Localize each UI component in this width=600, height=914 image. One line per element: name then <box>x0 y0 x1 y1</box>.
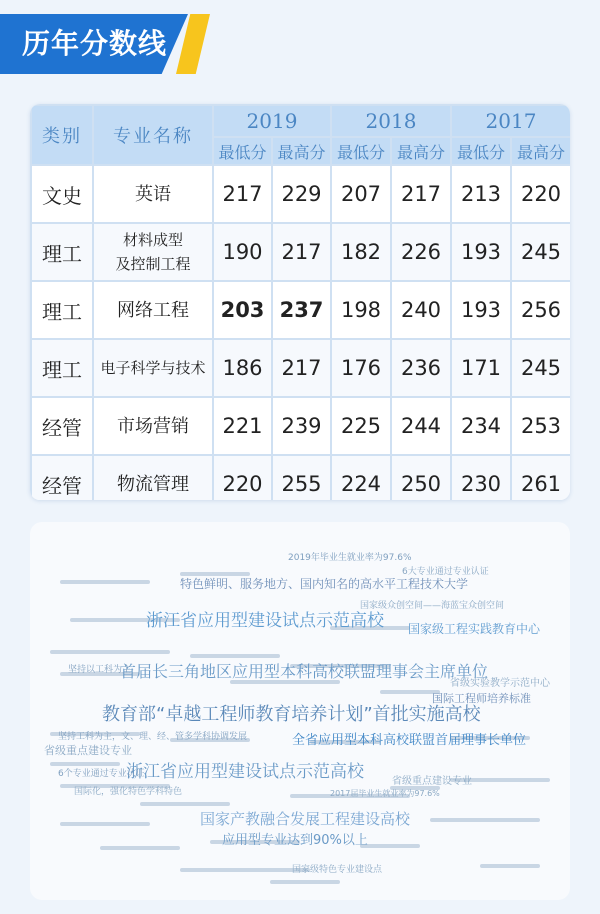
score-cell: 217 <box>391 165 451 223</box>
word-cloud-term: 教育部“卓越工程师教育培养计划”首批实施高校 <box>102 704 481 725</box>
word-cloud-term: 浙江省应用型建设试点示范高校 <box>126 762 364 782</box>
score-cell: 190 <box>213 223 272 281</box>
row-category: 文史 <box>31 165 93 223</box>
word-cloud-term: 国家级众创空间——海蓝宝众创空间 <box>360 601 505 611</box>
row-major <box>93 223 213 281</box>
word-cloud-term: 省级重点建设专业 <box>392 776 472 787</box>
header-max-score: 最高分 <box>391 137 451 165</box>
score-cell: 217 <box>272 223 331 281</box>
word-cloud-term: 国家级特色专业建设点 <box>292 865 383 875</box>
header-category: 类别 <box>31 105 93 165</box>
row-major: 电子科学与技术 <box>93 339 213 397</box>
row-major: 英语 <box>93 165 213 223</box>
row-category: 理工 <box>31 281 93 339</box>
header-min-score: 最低分 <box>451 137 511 165</box>
header-year-2018: 2018 <box>331 105 451 137</box>
table-row <box>31 165 570 223</box>
score-cell: 220 <box>213 455 272 500</box>
score-cell: 250 <box>391 455 451 500</box>
row-major-line-2: 及控制工程 <box>115 255 191 273</box>
word-cloud-term: 6大专业通过专业认证 <box>402 567 489 577</box>
row-category: 经管 <box>31 455 93 500</box>
word-cloud-term: 首届长三角地区应用型本科高校联盟理事会主席单位 <box>120 662 489 681</box>
score-cell: 203 <box>213 281 272 339</box>
score-cell: 237 <box>272 281 331 339</box>
row-category: 理工 <box>31 339 93 397</box>
header-min-score: 最低分 <box>331 137 391 165</box>
score-cell: 217 <box>272 339 331 397</box>
score-cell: 245 <box>511 339 570 397</box>
header-max-score: 最高分 <box>511 137 570 165</box>
table-row <box>31 281 570 339</box>
row-major: 物流管理 <box>93 455 213 500</box>
word-cloud-term: 2019年毕业生就业率为97.6% <box>288 553 412 563</box>
word-cloud-term: 应用型专业达到90%以上 <box>222 833 368 848</box>
table-row <box>31 397 570 455</box>
score-cell: 207 <box>331 165 391 223</box>
word-cloud-term: 特色鲜明、服务地方、国内知名的高水平工程技术大学 <box>180 577 469 591</box>
word-cloud-term: 全省应用型本科高校联盟首届理事长单位 <box>292 733 527 748</box>
header-max-score: 最高分 <box>272 137 331 165</box>
score-cell: 261 <box>511 455 570 500</box>
header-major: 专业名称 <box>93 105 213 165</box>
word-cloud-term: 国际化，强化特色学科特色 <box>74 787 183 797</box>
score-cell: 220 <box>511 165 570 223</box>
header-year-2017: 2017 <box>451 105 570 137</box>
word-cloud-term: 省级实验教学示范中心 <box>450 678 550 689</box>
word-cloud-term: 省级重点建设专业 <box>44 744 132 757</box>
word-cloud-term: 6个专业通过专业认证 <box>58 769 145 779</box>
score-table-card <box>30 104 570 500</box>
score-cell: 256 <box>511 281 570 339</box>
word-cloud-term: 浙江省应用型建设试点示范高校 <box>146 611 384 631</box>
header-min-score: 最低分 <box>213 137 272 165</box>
score-cell: 221 <box>213 397 272 455</box>
score-cell: 230 <box>451 455 511 500</box>
word-cloud-term: 坚持以工科为主 <box>68 665 132 675</box>
score-table <box>30 104 570 500</box>
score-cell: 255 <box>272 455 331 500</box>
word-cloud <box>30 522 570 900</box>
table-row <box>31 455 570 500</box>
score-cell: 244 <box>391 397 451 455</box>
score-cell: 234 <box>451 397 511 455</box>
score-cell: 226 <box>391 223 451 281</box>
score-cell: 236 <box>391 339 451 397</box>
row-category: 经管 <box>31 397 93 455</box>
word-cloud-term: 国家级工程实践教育中心 <box>408 622 541 636</box>
score-cell: 240 <box>391 281 451 339</box>
score-cell: 239 <box>272 397 331 455</box>
table-row <box>31 223 570 281</box>
score-cell: 217 <box>213 165 272 223</box>
score-cell: 198 <box>331 281 391 339</box>
word-cloud-term: 国家产教融合发展工程建设高校 <box>200 810 411 828</box>
score-cell: 225 <box>331 397 391 455</box>
word-cloud-term: 国际工程师培养标准 <box>432 692 531 705</box>
score-cell: 245 <box>511 223 570 281</box>
word-cloud-term: 2017届毕业生就业率为97.6% <box>330 789 440 798</box>
score-cell: 224 <box>331 455 391 500</box>
header-year-2019: 2019 <box>213 105 331 137</box>
score-cell: 229 <box>272 165 331 223</box>
row-major: 网络工程 <box>93 281 213 339</box>
section-header <box>0 0 600 80</box>
score-cell: 171 <box>451 339 511 397</box>
score-cell: 193 <box>451 223 511 281</box>
page-title: 历年分数线 <box>22 27 168 60</box>
score-cell: 182 <box>331 223 391 281</box>
score-cell: 213 <box>451 165 511 223</box>
score-cell: 193 <box>451 281 511 339</box>
row-category: 理工 <box>31 223 93 281</box>
score-cell: 186 <box>213 339 272 397</box>
row-major: 市场营销 <box>93 397 213 455</box>
score-cell: 176 <box>331 339 391 397</box>
word-cloud-term: 坚持工科为主，文、理、经、管多学科协调发展 <box>58 732 248 742</box>
score-cell: 253 <box>511 397 570 455</box>
table-row <box>31 339 570 397</box>
row-major-line-1: 材料成型 <box>122 231 183 249</box>
